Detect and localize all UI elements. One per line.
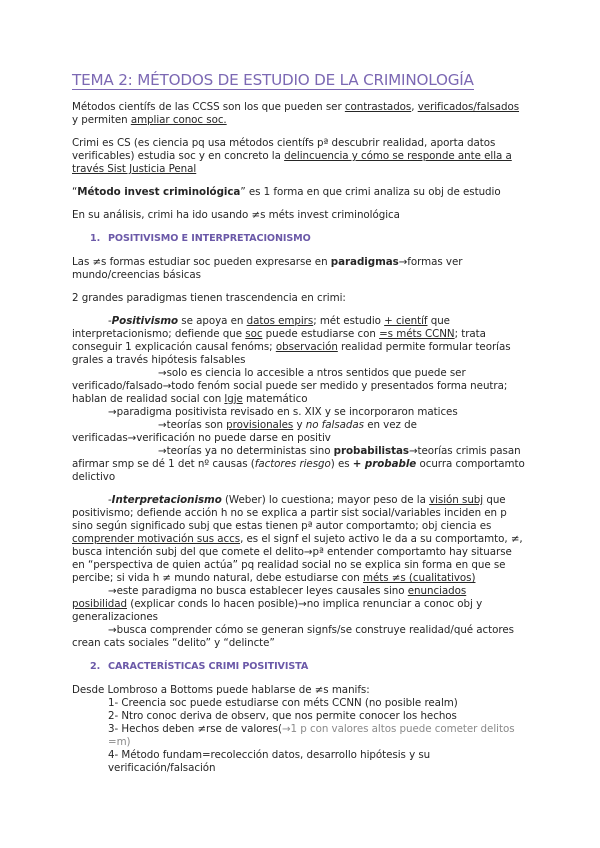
interpretationism-line: positivismo; defiende acción h no se explica a partir sist social/variables inciden en p xyxy=(72,507,507,519)
intro-line: En su análisis, crimi ha ido usando ≠s méts invest criminológica xyxy=(72,209,400,221)
interpretationism-line: generalizaciones xyxy=(72,611,158,623)
positivism-line: verificadas→verificación no puede darse en positiv xyxy=(72,432,331,444)
positivism-line: →teorías son provisionales y no falsadas en vez de xyxy=(158,419,417,431)
intro-line: Crimi es CS (es ciencia pq usa métodos científs pª descubrir realidad, aporta datos xyxy=(72,137,496,149)
positivism-line: →solo es ciencia lo accesible a ntros sentidos que puede ser xyxy=(158,367,466,379)
section-heading-1: 1. POSITIVISMO E INTERPRETACIONISMO xyxy=(90,233,311,244)
characteristics-item: 1- Creencia soc puede estudiarse con méts CCNN (no posible realm) xyxy=(108,697,458,709)
positivism-line: -Positivismo se apoya en datos empirs; mét estudio + científ que xyxy=(108,315,450,327)
intro-line: “Método invest criminológica” es 1 forma en que crimi analiza su obj de estudio xyxy=(72,186,501,198)
interpretationism-line: crean cats sociales “delito” y “delincte” xyxy=(72,637,275,649)
characteristics-item: 2- Ntro conoc deriva de observ, que nos permite conocer los hechos xyxy=(108,710,457,722)
characteristics-item: 3- Hechos deben ≠rse de valores(→1 p con valores altos puede cometer delitos xyxy=(108,723,515,735)
positivism-line: →paradigma positivista revisado en s. XIX y se incorporaron matices xyxy=(108,406,458,418)
characteristics-item: =m) xyxy=(108,736,131,748)
body-line: mundo/creencias básicas xyxy=(72,269,201,281)
positivism-line: hablan de realidad social con lgje matemático xyxy=(72,393,308,405)
page-title: TEMA 2: MÉTODOS DE ESTUDIO DE LA CRIMINOLOGÍA xyxy=(72,71,474,89)
interpretationism-line: →este paradigma no busca establecer leyes causales sino enunciados xyxy=(108,585,467,597)
interpretationism-line: -Interpretacionismo (Weber) lo cuestiona; mayor peso de la visión subj que xyxy=(108,494,506,506)
section-heading-2: 2. CARACTERÍSTICAS CRIMI POSITIVISTA xyxy=(90,661,309,672)
interpretationism-line: en “perspectiva de quien actúa” pq realidad social no se explica sin forma en que se xyxy=(72,559,506,571)
positivism-line: delictivo xyxy=(72,471,116,483)
positivism-line: conseguir 1 explicación causal fenóms; observación realidad permite formular teorías xyxy=(72,341,511,353)
intro-line: verificables) estudia soc y en concreto la delincuencia y cómo se responde ante ella a xyxy=(72,150,512,162)
positivism-line: verificado/falsado→todo fenóm social puede ser medido y presentados forma neutra; xyxy=(72,380,508,392)
intro-line: través Sist Justicia Penal xyxy=(72,163,197,175)
intro-line: y permiten ampliar conoc soc. xyxy=(72,114,227,126)
body-line: Las ≠s formas estudiar soc pueden expresarse en paradigmas→formas ver xyxy=(72,256,463,268)
interpretationism-line: posibilidad (explicar conds lo hacen posible)→no implica renunciar a conoc obj y xyxy=(72,598,483,610)
characteristics-item: 4- Método fundam=recolección datos, desarrollo hipótesis y su xyxy=(108,749,431,761)
interpretationism-line: sino según significado subj que estas tienen pª autor comportamto; obj ciencia es xyxy=(72,520,492,532)
interpretationism-line: comprender motivación sus accs, es el signf el sujeto activo le da a su comportamto, ≠, xyxy=(72,533,523,545)
positivism-line: grales a través hipótesis falsables xyxy=(72,354,246,366)
interpretationism-line: busca intención subj del que comete el delito→pª entender comportamto hay situarse xyxy=(72,546,512,558)
positivism-line: interpretacionismo; defiende que soc puede estudiarse con =s méts CCNN; trata xyxy=(72,328,486,340)
characteristics-line: Desde Lombroso a Bottoms puede hablarse de ≠s manifs: xyxy=(72,684,370,696)
interpretationism-line: percibe; si vida h ≠ mundo natural, debe estudiarse con méts ≠s (cualitativos) xyxy=(72,572,476,584)
intro-line: Métodos científs de las CCSS son los que pueden ser contrastados, verificados/falsados xyxy=(72,101,520,113)
body-line: 2 grandes paradigmas tienen trascendencia en crimi: xyxy=(72,292,346,304)
positivism-line: afirmar smp se dé 1 det nº causas (factores riesgo) es + probable ocurra comportamto xyxy=(72,458,525,470)
interpretationism-line: →busca comprender cómo se generan signfs/se construye realidad/qué actores xyxy=(108,624,514,636)
characteristics-item: verificación/falsación xyxy=(108,762,216,774)
positivism-line: →teorías ya no deterministas sino probabilistas→teorías crimis pasan xyxy=(158,445,521,457)
